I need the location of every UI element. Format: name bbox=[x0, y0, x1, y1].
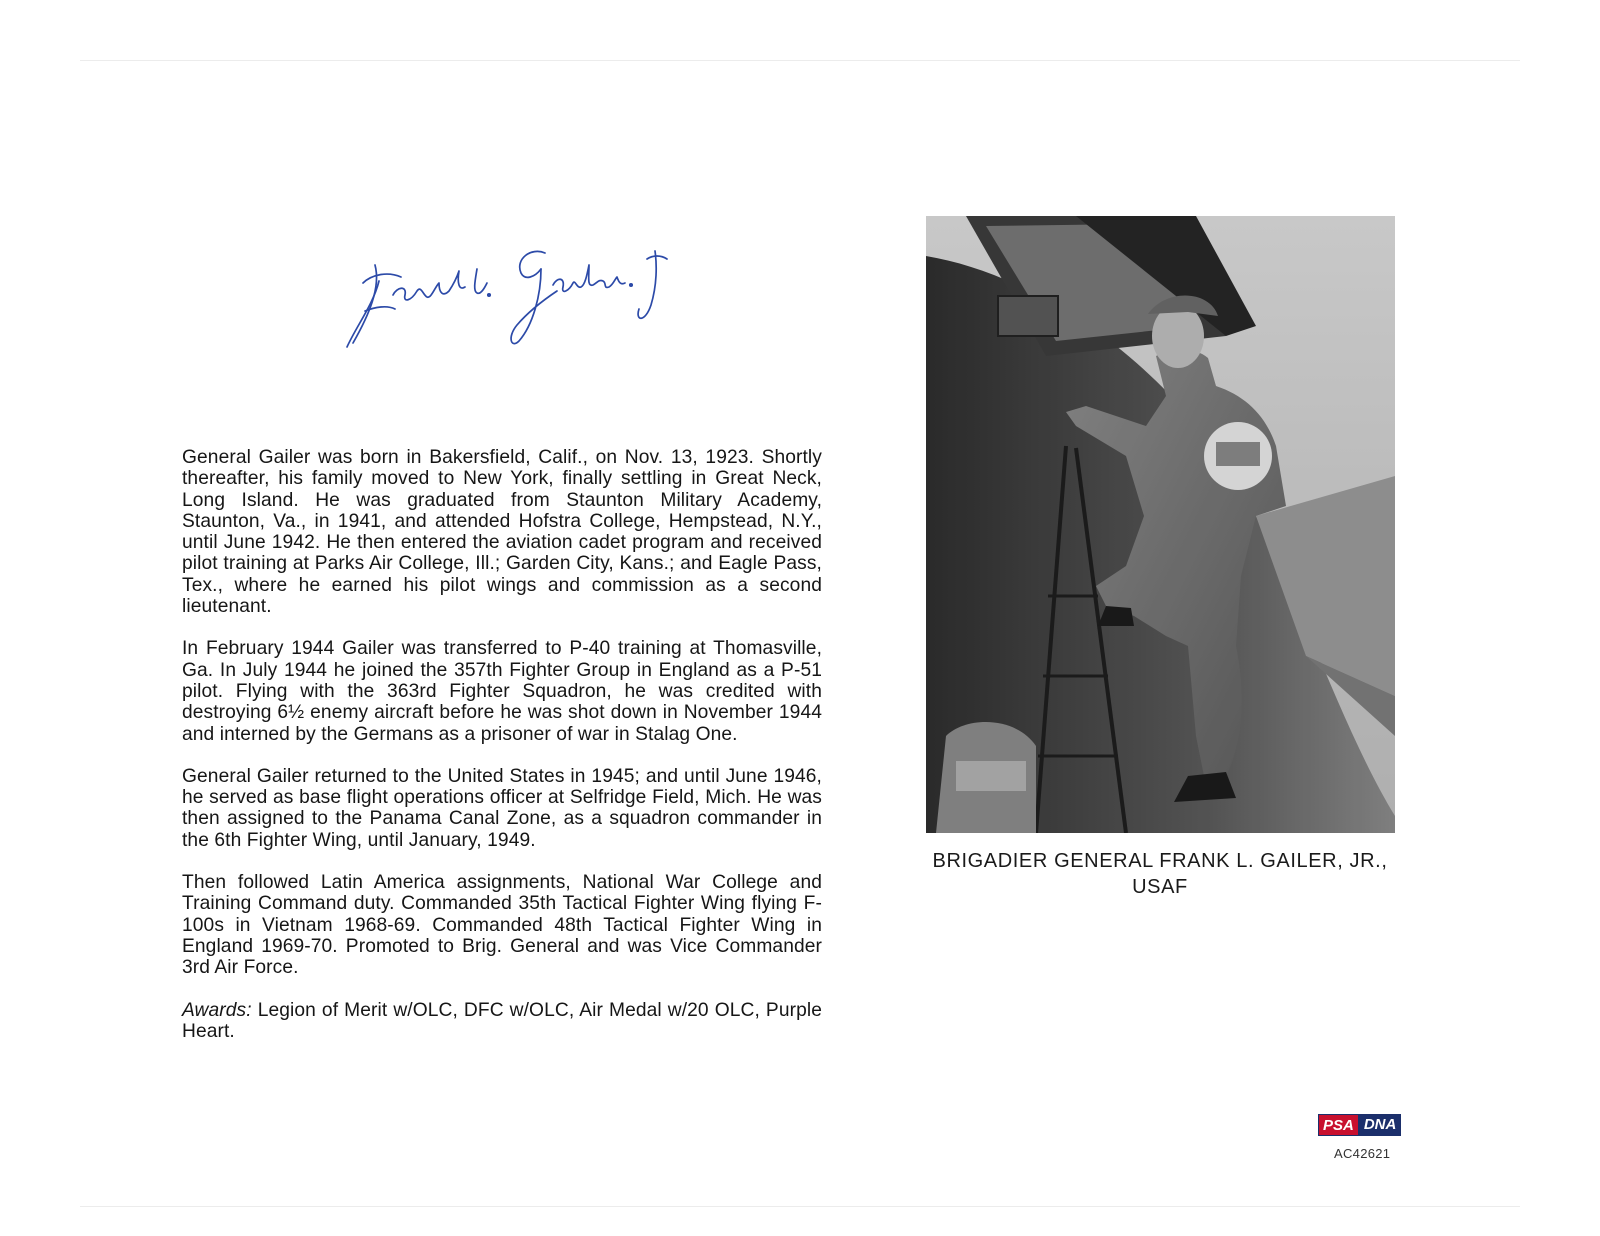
awards-label: Awards: bbox=[182, 999, 252, 1021]
caption-branch-line: USAF bbox=[1132, 876, 1188, 898]
autograph-signature bbox=[335, 225, 680, 365]
bio-awards bbox=[182, 1000, 822, 1043]
awards-list: Legion of Merit w/OLC, DFC w/OLC, Air Medal w/20 OLC, Purple Heart. bbox=[182, 999, 822, 1042]
certification-number: AC42621 bbox=[1334, 1146, 1391, 1161]
caption-name-line: BRIGADIER GENERAL FRANK L. GAILER, JR., bbox=[932, 850, 1388, 872]
sheet-bottom-edge bbox=[80, 1206, 1520, 1207]
pilot-portrait-photo bbox=[926, 216, 1395, 833]
sheet-top-edge bbox=[80, 60, 1520, 61]
bio-paragraph-wwii: In February 1944 Gailer was transferred to P-40 training at Thomasville, Ga. In July 1944 he joined the 357th Fighter Group in England as a P-51 pilot. Flying with the 363rd Fighter Squadron, he was credited with destroying 6½ enemy aircraft before he was shot down in November 1944 and interned by the Germans as a prisoner of war in Stalag One. bbox=[182, 638, 822, 745]
psa-logo-text: PSA bbox=[1318, 1114, 1359, 1136]
bio-paragraph-birth: General Gailer was born in Bakersfield, Calif., on Nov. 13, 1923. Shortly thereafter, his family moved to New York, finally settling in Great Neck, Long Island. He was graduated from Staunton Military Academy, Staunton, Va., in 1941, and attended Hofstra College, Hempstead, N.Y., until June 1942. He then entered the aviation cadet program and received pilot training at Parks Air College, Ill.; Garden City, Kans.; and Eagle Pass, Tex., where he earned his pilot wings and commission as a second lieutenant. bbox=[182, 447, 822, 618]
dna-logo-text: DNA bbox=[1359, 1114, 1402, 1136]
bio-paragraph-postwar: General Gailer returned to the United States in 1945; and until June 1946, he served as base flight operations officer at Selfridge Field, Mich. He was then assigned to the Panama Canal Zone, as a squadron commander in the 6th Fighter Wing, until January, 1949. bbox=[182, 765, 822, 851]
bio-paragraph-later-career: Then followed Latin America assignments, National War College and Training Command duty. Commanded 35th Tactical Fighter Wing flying F-100s in Vietnam 1968-69. Commanded 48th Tactical Fighter Wing in England 1969-70. Promoted to Brig. General and was Vice Commander 3rd Air Force. bbox=[182, 872, 822, 979]
psa-dna-logo bbox=[1318, 1114, 1408, 1136]
biography-text bbox=[182, 447, 822, 1042]
photo-caption bbox=[900, 848, 1420, 900]
